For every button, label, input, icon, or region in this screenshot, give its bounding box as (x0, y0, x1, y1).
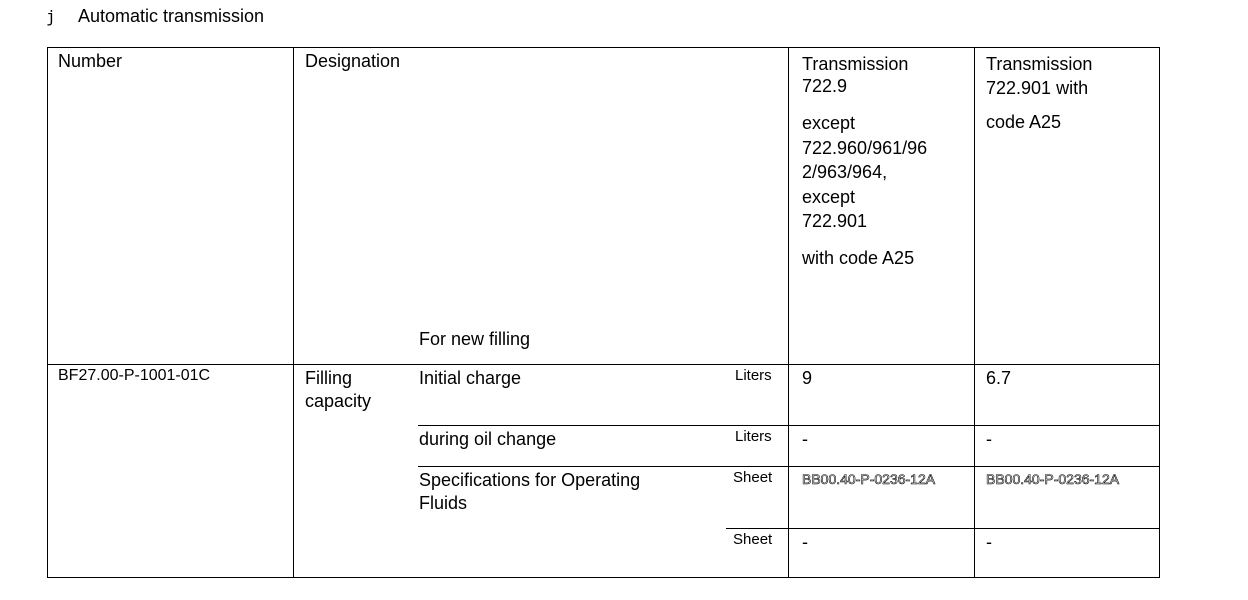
item-label-oil-change: during oil change (419, 429, 557, 449)
item-sheet-link-col1[interactable]: BB00.40-P-0236-12A (802, 471, 936, 487)
row-divider-2 (418, 466, 1160, 467)
row-divider-3 (726, 528, 1160, 529)
header-col1-line1: Transmission (802, 54, 909, 74)
row-number: BF27.00-P-1001-01C (58, 367, 211, 384)
header-col1-line5: 2/963/964, (802, 162, 888, 182)
row-divider-1 (418, 425, 1160, 426)
header-col1-line4: 722.960/961/96 (802, 138, 928, 158)
item-value-col1: - (802, 532, 808, 552)
item-unit: Sheet (733, 531, 773, 548)
header-designation: Designation (305, 51, 401, 71)
header-col1-line8: with code A25 (802, 248, 915, 268)
header-col1-line3: except (802, 113, 856, 133)
header-number: Number (58, 51, 123, 71)
header-col2-line2: 722.901 with (986, 78, 1089, 98)
col-divider-designation (788, 47, 789, 578)
item-value-col2: - (986, 429, 992, 449)
item-unit: Sheet (733, 469, 773, 486)
header-col1-line2: 722.9 (802, 76, 848, 96)
header-col1-line6: except (802, 187, 856, 207)
header-col1-line7: 722.901 (802, 211, 868, 231)
item-unit: Liters (735, 367, 772, 384)
row-designation: Filling capacity (305, 368, 372, 411)
header-for-new-filling: For new filling (419, 329, 531, 349)
item-sheet-link-col2[interactable]: BB00.40-P-0236-12A (986, 471, 1120, 487)
item-value-col1: - (802, 429, 808, 449)
header-col2-line3: code A25 (986, 112, 1062, 132)
col-divider-values (974, 47, 975, 578)
item-value-col1: 9 (802, 368, 813, 388)
item-label-specifications: Specifications for Operating Fluids (419, 470, 641, 513)
section-bullet: j (46, 7, 56, 26)
section-heading (46, 6, 264, 27)
header-col2-line1: Transmission (986, 54, 1093, 74)
col-divider-number (293, 47, 294, 578)
item-unit: Liters (735, 428, 772, 445)
section-title: Automatic transmission (78, 6, 265, 26)
item-value-col2: 6.7 (986, 368, 1012, 388)
item-value-col2: - (986, 532, 992, 552)
item-label-initial-charge: Initial charge (419, 368, 522, 388)
header-divider (47, 364, 1160, 365)
